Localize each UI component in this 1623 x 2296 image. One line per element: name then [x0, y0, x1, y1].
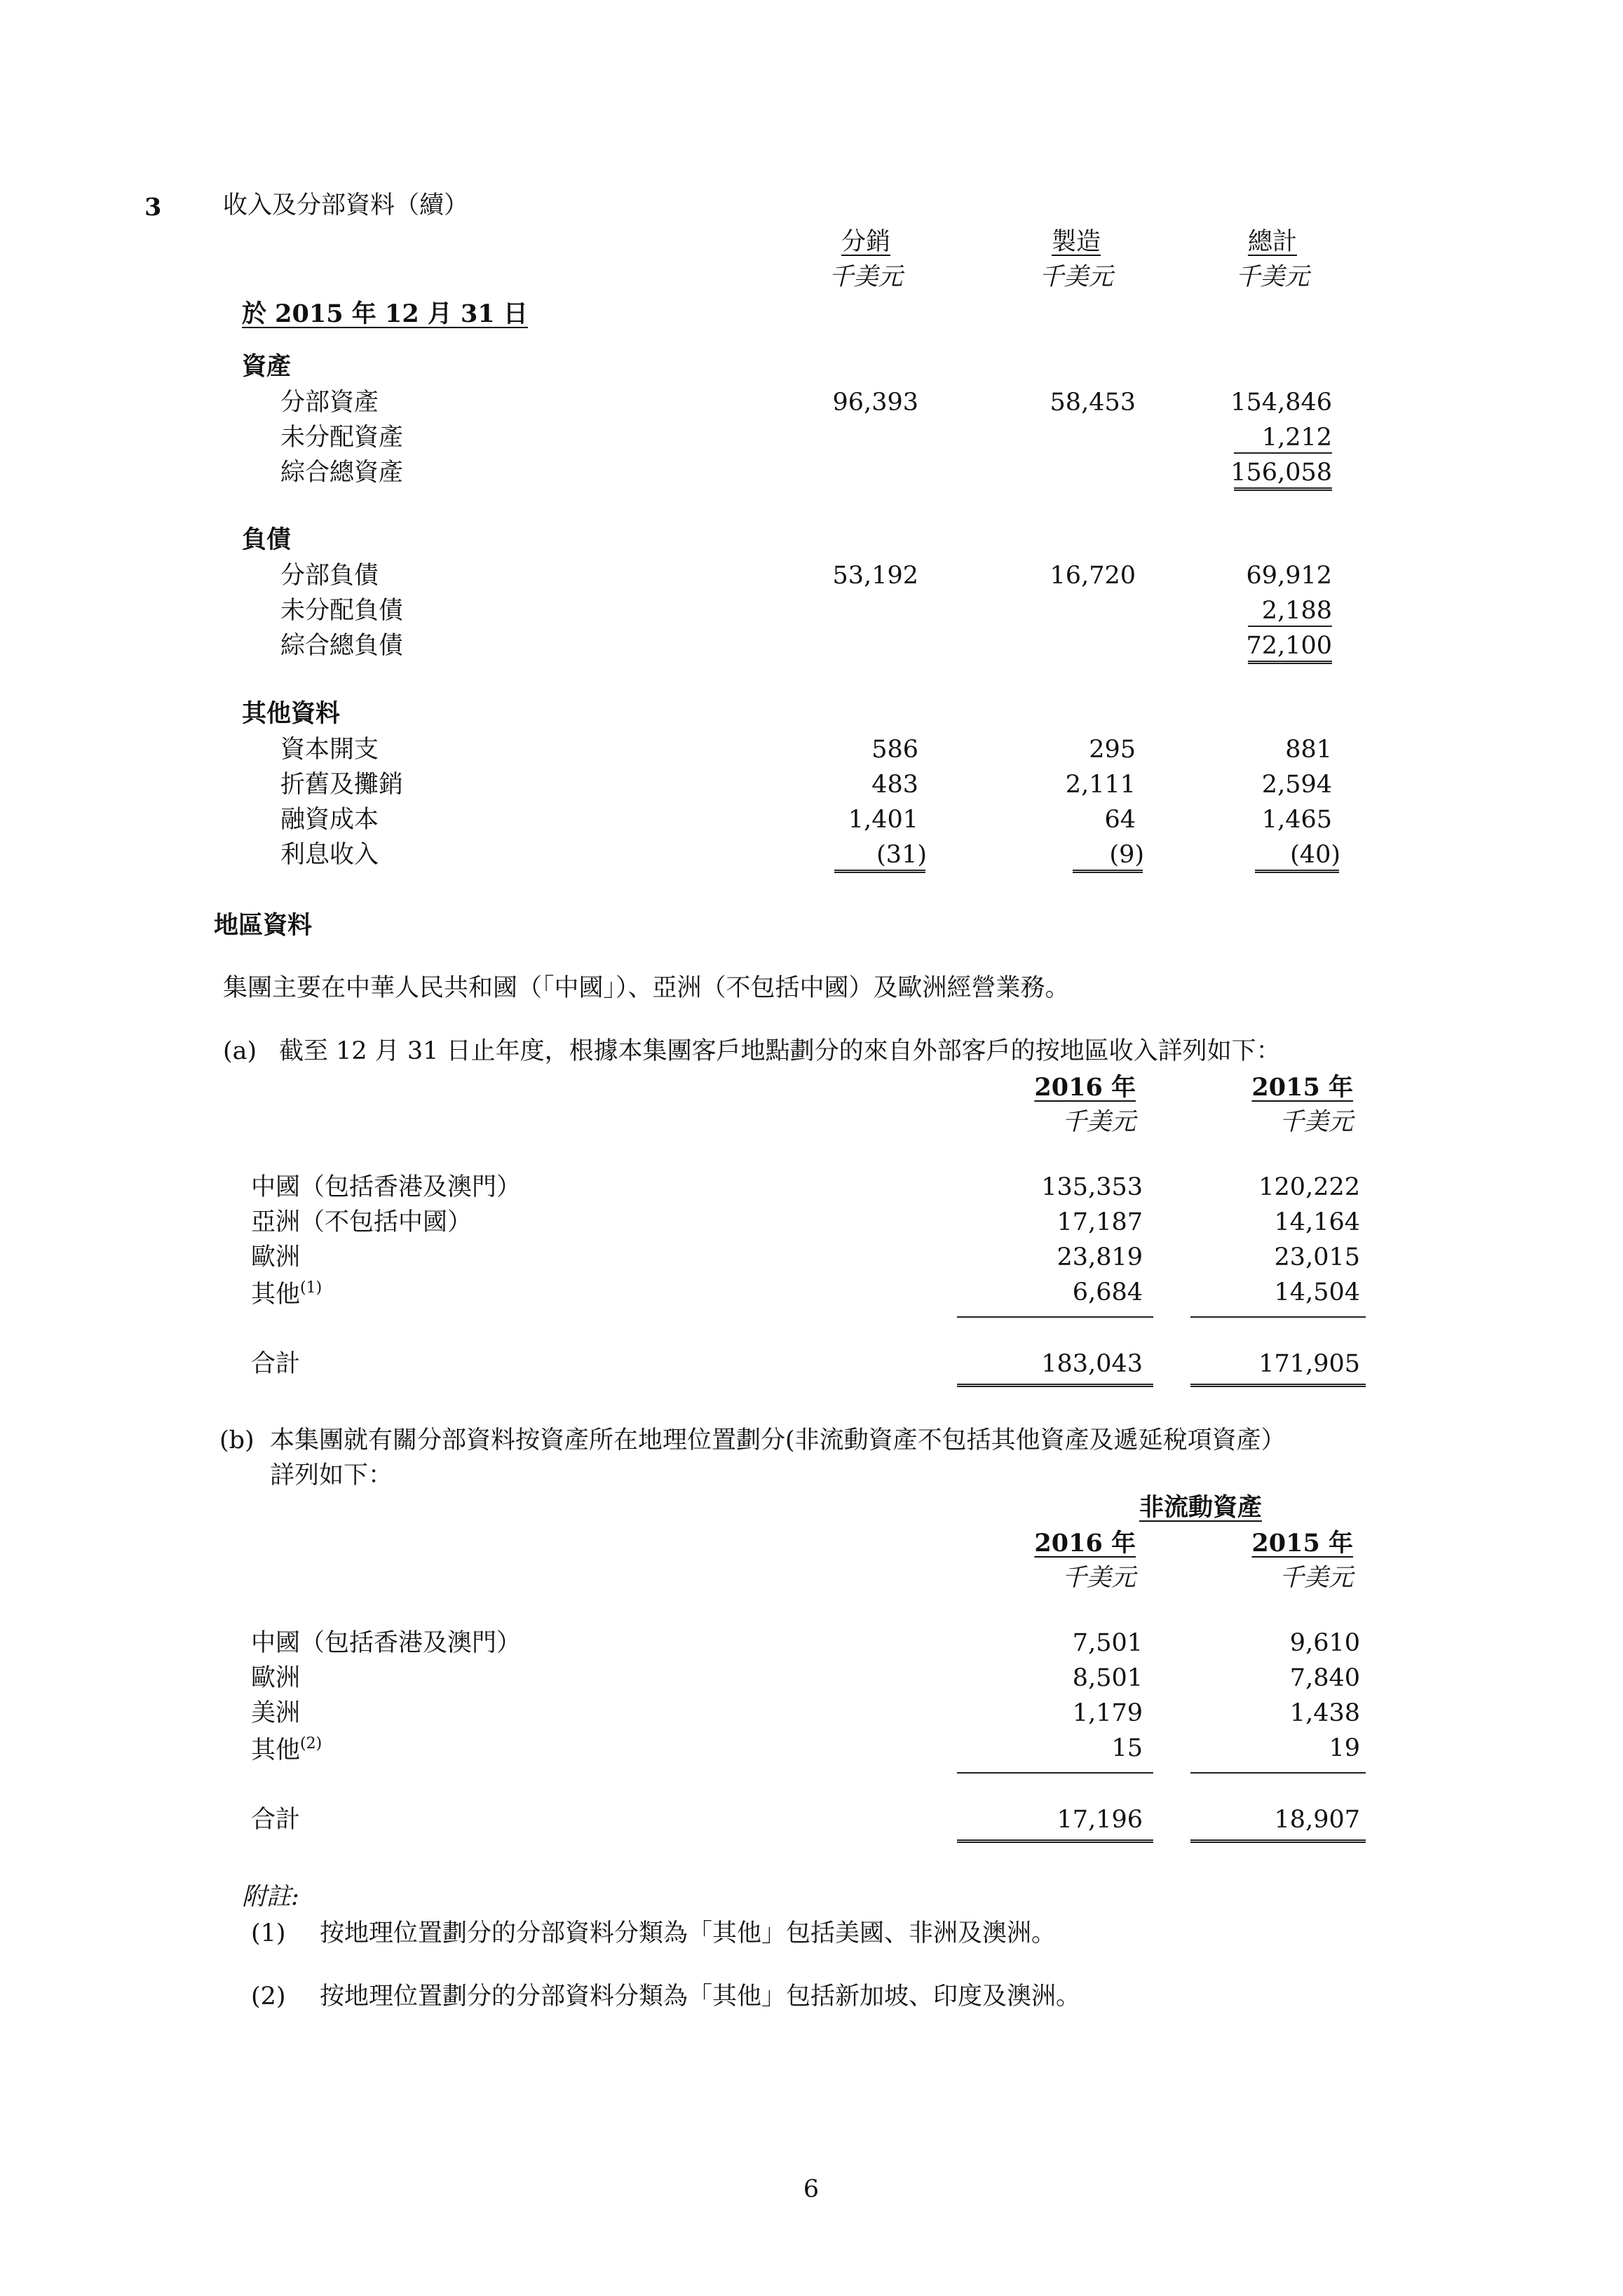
cell-value: 15 [1111, 1734, 1143, 1762]
footnote-ref: (2) [300, 1735, 322, 1753]
subtotal-rule [957, 1316, 1153, 1318]
year-header-2016: 2016 年 [1034, 1529, 1136, 1558]
cell-value: 19 [1329, 1734, 1360, 1762]
cell-value: 2,188 [1261, 597, 1332, 625]
non-current-assets-header: 非流動資產 [1139, 1493, 1262, 1522]
year-header-2015: 2015 年 [1251, 1529, 1353, 1558]
total-double-rule [1234, 487, 1332, 491]
cell-value: 17,187 [1057, 1208, 1143, 1236]
cell-value: 483 [871, 771, 918, 799]
cell-value: 58,453 [1050, 389, 1136, 417]
unit-2016: 千美元 [1061, 1564, 1136, 1592]
subtotal-rule [957, 1772, 1153, 1774]
row-label: 綜合總負債 [280, 632, 404, 660]
note-text: 按地理位置劃分的分部資料分類為「其他」包括新加坡、印度及澳洲。 [320, 1983, 1081, 2011]
region-label: 亞洲（不包括中國） [251, 1208, 473, 1236]
cell-value: 1,179 [1072, 1699, 1143, 1727]
col-unit-total: 千美元 [1235, 263, 1310, 291]
notes-heading: 附註: [242, 1883, 299, 1911]
row-label: 未分配負債 [280, 597, 404, 625]
cell-value: 7,840 [1289, 1664, 1360, 1692]
col-header-distribution: 分銷 [841, 228, 890, 256]
row-label: 未分配資產 [280, 424, 404, 452]
col-unit-distribution: 千美元 [829, 263, 903, 291]
region-label: 中國（包括香港及澳門） [251, 1173, 522, 1201]
subtotal-rule [1234, 452, 1332, 454]
cell-value: 154,846 [1230, 389, 1332, 417]
footnote-ref: (1) [300, 1279, 322, 1297]
section-title: 收入及分部資料（續） [223, 191, 469, 220]
cell-value: 9,610 [1289, 1629, 1360, 1657]
cell-value: 1,438 [1289, 1699, 1360, 1727]
cell-value: 881 [1285, 736, 1332, 764]
total-double-rule [1073, 870, 1143, 873]
cell-value: 2,111 [1065, 771, 1136, 799]
year-header-2015: 2015 年 [1251, 1073, 1353, 1102]
cell-value: 6,684 [1072, 1278, 1143, 1306]
row-label: 折舊及攤銷 [280, 771, 404, 799]
cell-value: (9) [1109, 841, 1144, 869]
group-label-assets: 資產 [242, 352, 292, 381]
cell-value: 23,819 [1057, 1243, 1143, 1271]
cell-value: 135,353 [1041, 1173, 1143, 1201]
cell-value: 120,222 [1258, 1173, 1360, 1201]
cell-value: (40) [1290, 841, 1340, 869]
page-number: 6 [803, 2175, 820, 2203]
total-double-rule [1248, 661, 1332, 664]
total-value: 171,905 [1258, 1350, 1360, 1378]
cell-value: 14,164 [1274, 1208, 1360, 1236]
cell-value: 7,501 [1072, 1629, 1143, 1657]
total-double-rule [1255, 870, 1339, 873]
region-label-other: 其他$^{(1)}$ [251, 1279, 322, 1309]
group-label-other: 其他資料 [242, 699, 341, 728]
region-label: 中國（包括香港及澳門） [251, 1629, 522, 1657]
unit-2015: 千美元 [1279, 1108, 1353, 1136]
part-b-text-line1: 本集團就有關分部資料按資產所在地理位置劃分(非流動資產不包括其他資產及遞延稅項資產） [270, 1426, 1286, 1454]
cell-value: 23,015 [1274, 1243, 1360, 1271]
region-label: 美洲 [251, 1699, 301, 1727]
part-b-marker: (b) [219, 1426, 254, 1454]
cell-value: 156,058 [1230, 459, 1332, 487]
region-label: 歐洲 [251, 1664, 301, 1692]
cell-value: 1,401 [848, 806, 918, 834]
geo-intro: 集團主要在中華人民共和國（「中國」）、亞洲（不包括中國）及歐洲經營業務。 [223, 974, 1070, 1002]
subtotal-rule [1190, 1316, 1366, 1318]
cell-value: 53,192 [832, 562, 918, 590]
cell-value: 14,504 [1274, 1278, 1360, 1306]
total-value: 183,043 [1041, 1350, 1143, 1378]
group-label-liabilities: 負債 [242, 525, 292, 554]
section-number: 3 [144, 193, 162, 222]
cell-value: 69,912 [1246, 562, 1332, 590]
col-unit-manufacturing: 千美元 [1039, 263, 1113, 291]
total-double-rule [1190, 1839, 1366, 1843]
col-header-manufacturing: 製造 [1051, 228, 1101, 256]
year-header-2016: 2016 年 [1034, 1073, 1136, 1102]
subtotal-rule [1248, 626, 1332, 627]
row-label: 分部負債 [280, 562, 379, 590]
cell-value: 2,594 [1261, 771, 1332, 799]
total-label: 合計 [251, 1806, 301, 1834]
row-label: 綜合總資產 [280, 459, 404, 487]
note-text: 按地理位置劃分的分部資料分類為「其他」包括美國、非洲及澳洲。 [320, 1919, 1057, 1947]
cell-value: 8,501 [1072, 1664, 1143, 1692]
total-double-rule [1190, 1384, 1366, 1387]
table-date-label: 於 2015 年 12 月 31 日 [242, 299, 528, 328]
row-label: 資本開支 [280, 736, 379, 764]
row-label: 利息收入 [280, 841, 379, 869]
total-label: 合計 [251, 1350, 301, 1378]
part-b-text-line2: 詳列如下： [270, 1461, 393, 1490]
region-label: 歐洲 [251, 1243, 301, 1271]
cell-value: 16,720 [1050, 562, 1136, 590]
cell-value: 586 [871, 736, 918, 764]
total-double-rule [957, 1839, 1153, 1843]
cell-value: 72,100 [1246, 632, 1332, 660]
region-label-other: 其他$^{(2)}$ [251, 1735, 322, 1764]
note-marker: (2) [251, 1983, 286, 2011]
unit-2016: 千美元 [1061, 1108, 1136, 1136]
cell-value: 96,393 [832, 389, 918, 417]
cell-value: 1,212 [1261, 424, 1332, 452]
part-a-text: 截至 12 月 31 日止年度，根據本集團客戶地點劃分的來自外部客戶的按地區收入詳列如下： [279, 1037, 1281, 1065]
part-a-marker: (a) [223, 1037, 257, 1065]
cell-value: (31) [876, 841, 927, 869]
col-header-total: 總計 [1247, 228, 1297, 256]
cell-value: 64 [1104, 806, 1136, 834]
cell-value: 295 [1089, 736, 1136, 764]
total-double-rule [957, 1384, 1153, 1387]
row-label: 融資成本 [280, 806, 379, 834]
row-label: 分部資產 [280, 389, 379, 417]
cell-value: 1,465 [1261, 806, 1332, 834]
geo-heading: 地區資料 [214, 911, 313, 940]
total-value: 17,196 [1057, 1806, 1143, 1834]
subtotal-rule [1190, 1772, 1366, 1774]
note-marker: (1) [251, 1919, 286, 1947]
unit-2015: 千美元 [1279, 1564, 1353, 1592]
total-double-rule [834, 870, 925, 873]
total-value: 18,907 [1274, 1806, 1360, 1834]
